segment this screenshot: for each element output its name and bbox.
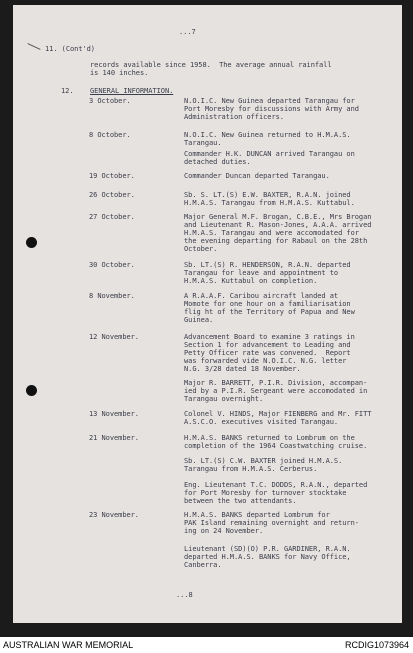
archive-footer bbox=[0, 637, 413, 653]
entry-text-line: ing on 24 November. bbox=[184, 527, 264, 535]
entry-text-line: Tarangau from H.M.A.S. Cerberus. bbox=[184, 465, 318, 473]
entry-date: 30 October. bbox=[89, 261, 135, 269]
entry-date: 8 October. bbox=[89, 131, 131, 139]
footer-source: AUSTRALIAN WAR MEMORIAL bbox=[3, 640, 134, 650]
entry-text-line: the evening departing for Rabaul on the 28th bbox=[184, 237, 368, 245]
ink-mark bbox=[27, 43, 40, 50]
page-reference-bottom: ...8 bbox=[176, 591, 193, 599]
entry-text-line: H.M.A.S. Tarangau and were accomodated for bbox=[184, 229, 359, 237]
entry-text-line: Major General M.F. Brogan, C.B.E., Mrs Brogan bbox=[184, 213, 372, 221]
entry-text-line: between the two attendants. bbox=[184, 497, 297, 505]
entry-date: 13 November. bbox=[89, 410, 139, 418]
entry-text-line: Momote for one hour on a familiarisation bbox=[184, 300, 351, 308]
entry-text-line: Lieutenant (SD)(O) P.R. GARDINER, R.A.N. bbox=[184, 545, 351, 553]
entry-text-line: Canberra. bbox=[184, 561, 222, 569]
entry-text-line: Colonel V. HINDS, Major FIENBERG and Mr. FITT bbox=[184, 410, 372, 418]
entry-date: 27 October. bbox=[89, 213, 135, 221]
entry-text-line: Sb. LT.(S) C.W. BAXTER joined H.M.A.S. bbox=[184, 457, 343, 465]
punch-hole bbox=[26, 237, 37, 248]
entry-text-line: A.S.C.O. executives visited Tarangau. bbox=[184, 418, 339, 426]
entry-text-line: Sb. LT.(S) R. HENDERSON, R.A.N. departed bbox=[184, 261, 351, 269]
entry-text-line: completion of the 1964 Coastwatching cruise. bbox=[184, 442, 368, 450]
entry-text-line: Major R. BARRETT, P.I.R. Division, accompan- bbox=[184, 379, 368, 387]
entry-text-line: Port Moresby for discussions with Army and bbox=[184, 105, 359, 113]
entry-text-line: departed H.M.A.S. BANKS for Navy Office, bbox=[184, 553, 351, 561]
punch-hole bbox=[26, 385, 37, 396]
entry-text-line: Section 1 for advancement to Leading and bbox=[184, 341, 351, 349]
entry-text-line: Guinea. bbox=[184, 316, 214, 324]
entry-date: 8 November. bbox=[89, 292, 135, 300]
entry-text-line: A R.A.A.F. Caribou aircraft landed at bbox=[184, 292, 339, 300]
entry-text-line: Commander Duncan departed Tarangau. bbox=[184, 172, 330, 180]
entry-text-line: detached duties. bbox=[184, 158, 251, 166]
entry-date: 26 October. bbox=[89, 191, 135, 199]
entry-text-line: Eng. Lieutenant T.C. DODDS, R.A.N., departed bbox=[184, 481, 368, 489]
entry-date: 12 November. bbox=[89, 333, 139, 341]
entry-text-line: H.M.A.S. BANKS returned to Lombrum on the bbox=[184, 434, 355, 442]
entry-text-line: Tarangau for leave and appointment to bbox=[184, 269, 339, 277]
entry-text-line: Tarangau. bbox=[184, 139, 222, 147]
entry-text-line: N.O.I.C. New Guinea departed Tarangau for bbox=[184, 97, 355, 105]
entry-text-line: Advancement Board to examine 3 ratings in bbox=[184, 333, 355, 341]
entry-date: 3 October. bbox=[89, 97, 131, 105]
entry-date: 21 November. bbox=[89, 434, 139, 442]
entry-text-line: PAK Island remaining overnight and return- bbox=[184, 519, 359, 527]
document-page bbox=[13, 5, 402, 623]
page-reference-top: ...7 bbox=[179, 28, 196, 36]
entry-date: 19 October. bbox=[89, 172, 135, 180]
entry-text-line: N.O.I.C. New Guinea returned to H.M.A.S. bbox=[184, 131, 351, 139]
section-11-line-1: records available since 1958. The average annual rainfall bbox=[90, 61, 332, 69]
entry-text-line: Sb. S. LT.(S) E.W. BAXTER, R.A.N. joined bbox=[184, 191, 351, 199]
entry-text-line: H.M.A.S. Tarangau from H.M.A.S. Kuttabul. bbox=[184, 199, 355, 207]
section-11-number: 11. (Cont'd) bbox=[45, 45, 95, 53]
entry-text-line: for Port Moresby for turnover stocktake bbox=[184, 489, 347, 497]
entry-text-line: Tarangau overnight. bbox=[184, 395, 264, 403]
entry-text-line: Administration officers. bbox=[184, 113, 284, 121]
entry-date: 23 November. bbox=[89, 511, 139, 519]
entry-text-line: H.M.A.S. BANKS departed Lombrum for bbox=[184, 511, 330, 519]
entry-text-line: Petty Officer rate was convened. Report bbox=[184, 349, 351, 357]
entry-text-line: N.G. 3/28 dated 18 November. bbox=[184, 365, 301, 373]
entry-text-line: was forwarded vide N.O.I.C. N.G. letter bbox=[184, 357, 347, 365]
entry-text-line: Commander H.K. DUNCAN arrived Tarangau on bbox=[184, 150, 355, 158]
entry-text-line: ied by a P.I.R. Sergeant were accomodated in bbox=[184, 387, 368, 395]
section-12-heading: GENERAL INFORMATION. bbox=[90, 87, 174, 95]
section-11-line-2: is 140 inches. bbox=[90, 69, 149, 77]
section-12-number: 12. bbox=[61, 87, 74, 95]
footer-id: RCDIG1073964 bbox=[344, 640, 409, 650]
entry-text-line: flig ht of the Territory of Papua and New bbox=[184, 308, 355, 316]
entry-text-line: and Lieutenant R. Mason-Jones, A.A.A. arrived bbox=[184, 221, 372, 229]
entry-text-line: H.M.A.S. Kuttabul on completion. bbox=[184, 277, 318, 285]
entry-text-line: October. bbox=[184, 245, 218, 253]
